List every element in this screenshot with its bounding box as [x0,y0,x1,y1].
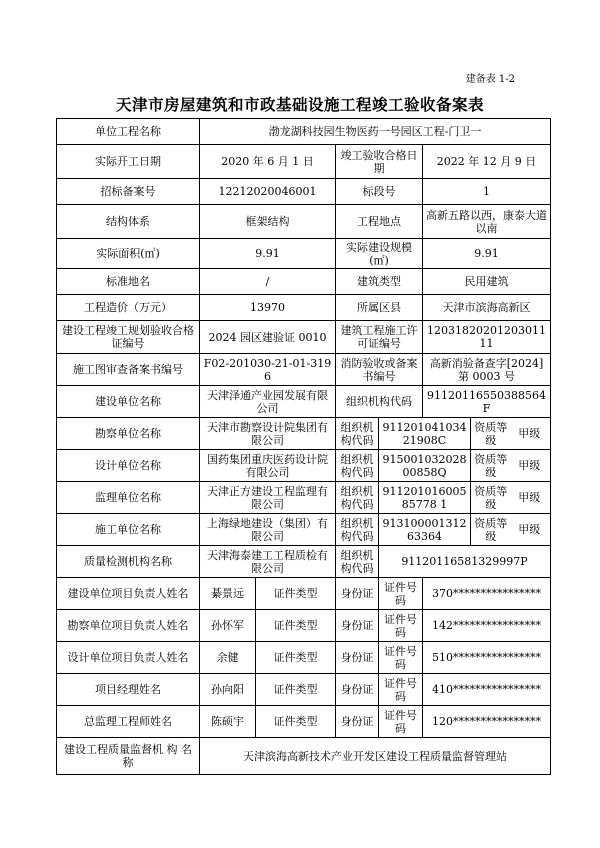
qualification-label: 资质等级 [474,420,508,447]
person-name: 余健 [200,642,256,674]
permit-value: 12031820201203011 11 [423,321,551,354]
row-unit-construction [57,386,551,418]
district-value: 天津市滨海高新区 [423,295,551,321]
tender-value: 12212020046001 [200,179,336,205]
org-code-value: 91500103202800858Q [379,450,471,482]
row-structure [57,205,551,239]
structure-value: 框架结构 [200,205,336,239]
unit-name: 国药集团重庆医药设计院有限公司 [200,450,336,482]
qualification-value: 甲级 [518,523,541,536]
person-name: 綦景远 [200,578,256,610]
fire-label: 消防验收或备案书编号 [336,354,423,386]
location-label: 工程地点 [336,205,423,239]
qualification-label: 资质等级 [474,452,508,479]
row-unit-builder [57,514,551,546]
unit-label: 施工单位名称 [57,514,200,546]
start-date-label: 实际开工日期 [57,145,200,179]
person-role: 勘察单位项目负责人姓名 [57,610,200,642]
id-type-label: 证件类型 [256,674,336,706]
row-planning [57,321,551,354]
qualification-cell [471,514,551,546]
org-code-label: 组织机构代码 [336,450,379,482]
row-supervision-agency [57,738,551,775]
unit-name: 天津海泰建工工程质检有限公司 [200,546,336,578]
row-person [57,578,551,610]
row-person [57,610,551,642]
unit-label: 监理单位名称 [57,482,200,514]
qualification-cell [471,482,551,514]
id-number-label: 证件号码 [379,642,423,674]
planning-value: 2024 园区建验证 0010 [200,321,336,354]
row-tender [57,179,551,205]
id-number-label: 证件号码 [379,578,423,610]
id-type-label: 证件类型 [256,642,336,674]
row-unit-testing [57,546,551,578]
unit-label: 建设单位名称 [57,386,200,418]
id-type-label: 证件类型 [256,706,336,738]
row-unit-supervision [57,482,551,514]
unit-label: 勘察单位名称 [57,418,200,450]
person-role: 建设单位项目负责人姓名 [57,578,200,610]
unit-project-value: 渤龙湖科技园生物医药一号园区工程-门卫一 [200,119,551,145]
permit-label: 建筑工程施工许可证编号 [336,321,423,354]
supervision-value: 天津滨海高新技术产业开发区建设工程质量监督管理站 [200,738,551,775]
id-type-value: 身份证 [336,610,379,642]
person-name: 孙怀军 [200,610,256,642]
location-value: 高新五路以西，康泰大道以南 [423,205,551,239]
id-type-value: 身份证 [336,642,379,674]
cost-label: 工程造价（万元） [57,295,200,321]
row-dates [57,145,551,179]
row-unit-project [57,119,551,145]
org-code-label: 组织机构代码 [336,418,379,450]
id-number-value: 120**************** [423,706,551,738]
cost-value: 13970 [200,295,336,321]
section-value: 1 [423,179,551,205]
person-role: 总监理工程师姓名 [57,706,200,738]
row-person [57,642,551,674]
unit-label: 质量检测机构名称 [57,546,200,578]
person-name: 陈硕宇 [200,706,256,738]
id-type-label: 证件类型 [256,578,336,610]
landmark-label: 标准地名 [57,269,200,295]
person-name: 孙向阳 [200,674,256,706]
person-role: 设计单位项目负责人姓名 [57,642,200,674]
qualification-value: 甲级 [518,491,541,504]
qualification-value: 甲级 [518,427,541,440]
row-unit-survey [57,418,551,450]
unit-label: 设计单位名称 [57,450,200,482]
district-label: 所属区县 [336,295,423,321]
id-type-value: 身份证 [336,706,379,738]
qualification-cell [471,418,551,450]
org-code-value: 91120104103421908C [379,418,471,450]
start-date-value: 2020 年 6 月 1 日 [200,145,336,179]
tender-label: 招标备案号 [57,179,200,205]
building-type-value: 民用建筑 [423,269,551,295]
org-code-label: 组织机构代码 [336,386,423,418]
qualification-cell [471,450,551,482]
row-unit-design [57,450,551,482]
row-person [57,706,551,738]
acceptance-date-label: 竣工验收合格日期 [336,145,423,179]
row-landmark [57,269,551,295]
unit-name: 天津正方建设工程监理有限公司 [200,482,336,514]
unit-name: 上海绿地建设（集团）有限公司 [200,514,336,546]
person-role: 项目经理姓名 [57,674,200,706]
fire-value: 高新消验备查字[2024]第 0003 号 [423,354,551,386]
org-code-label: 组织机构代码 [336,514,379,546]
id-number-value: 510**************** [423,642,551,674]
scale-value: 9.91 [423,239,551,269]
unit-project-label: 单位工程名称 [57,119,200,145]
qualification-value: 甲级 [518,459,541,472]
qualification-label: 资质等级 [474,516,508,543]
planning-label: 建设工程竣工规划验收合格证编号 [57,321,200,354]
supervision-label: 建设工程质量监督机 构 名 称 [57,738,200,775]
drawing-label: 施工图审查备案书编号 [57,354,200,386]
row-person [57,674,551,706]
scale-label: 实际建设规模(㎡) [336,239,423,269]
row-area [57,239,551,269]
id-number-label: 证件号码 [379,610,423,642]
area-value: 9.91 [200,239,336,269]
id-number-value: 142**************** [423,610,551,642]
org-code-value: 91310000131263364 [379,514,471,546]
building-type-label: 建筑类型 [336,269,423,295]
id-type-label: 证件类型 [256,610,336,642]
structure-label: 结构体系 [57,205,200,239]
unit-name: 天津泽通产业园发展有限公司 [200,386,336,418]
id-type-value: 身份证 [336,578,379,610]
drawing-value: F02-201030-21-01-3196 [200,354,336,386]
org-code-label: 组织机构代码 [336,482,379,514]
landmark-value: / [200,269,336,295]
org-code-value: 91120116581329997P [379,546,551,578]
id-number-label: 证件号码 [379,706,423,738]
row-drawing [57,354,551,386]
section-label: 标段号 [336,179,423,205]
filing-form-table [56,118,551,775]
org-code-label: 组织机构代码 [336,546,379,578]
id-number-label: 证件号码 [379,674,423,706]
acceptance-date-value: 2022 年 12 月 9 日 [423,145,551,179]
form-title: 天津市房屋建筑和市政基础设施工程竣工验收备案表 [115,96,484,114]
org-code-value: 91120101600585778 1 [379,482,471,514]
id-number-value: 370**************** [423,578,551,610]
org-code-value: 91120116550388564F [423,386,551,418]
area-label: 实际面积(㎡) [57,239,200,269]
id-number-value: 410**************** [423,674,551,706]
qualification-label: 资质等级 [474,484,508,511]
form-number: 建备表 1-2 [465,74,515,85]
row-cost [57,295,551,321]
id-type-value: 身份证 [336,674,379,706]
unit-name: 天津市勘察设计院集团有限公司 [200,418,336,450]
